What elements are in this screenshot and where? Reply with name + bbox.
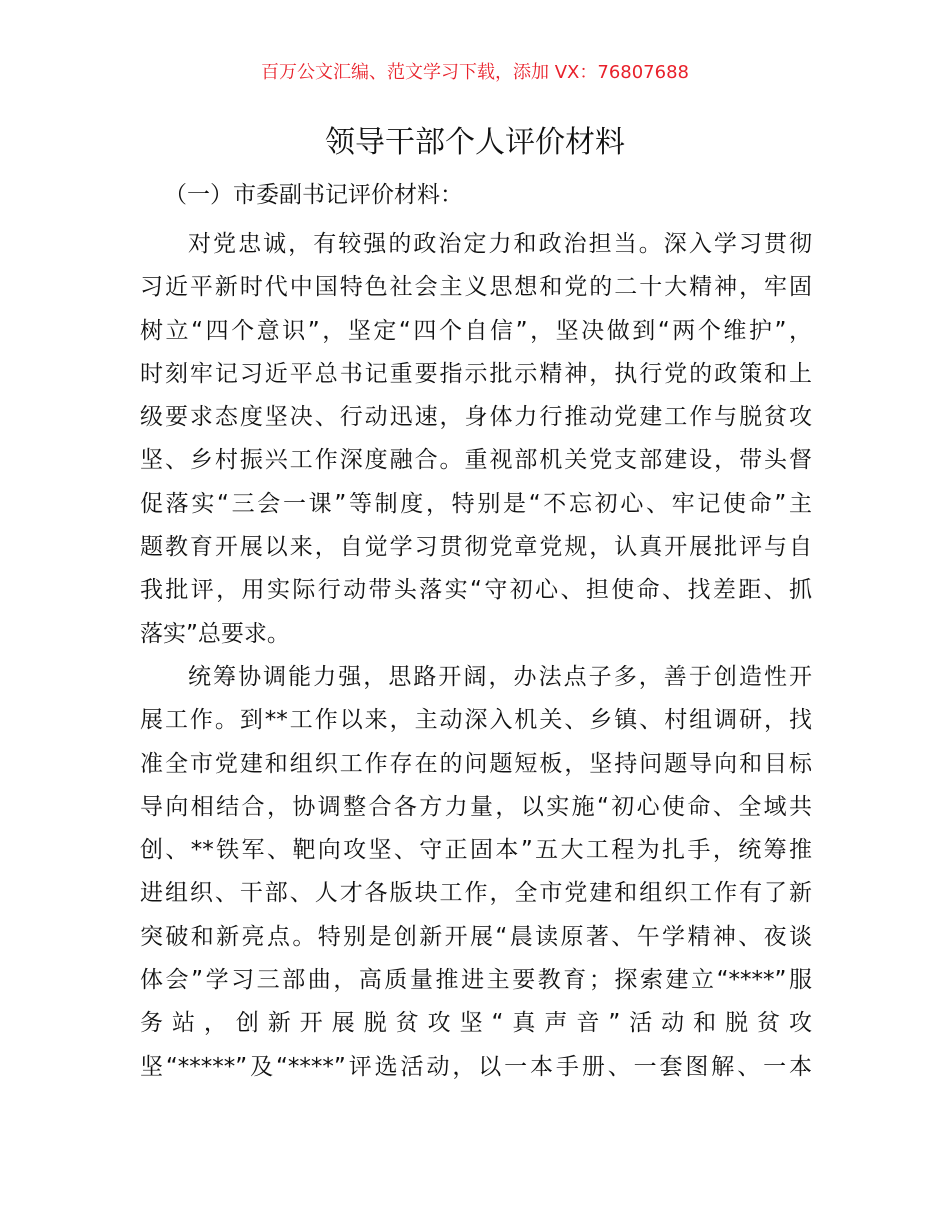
text-line: 习近平新时代中国特色社会主义思想和党的二十大精神，牢固 [140, 274, 812, 301]
text-line: 准全市党建和组织工作存在的问题短板，坚持问题导向和目标 [140, 750, 812, 777]
text-line: 务站，创新开展脱贫攻坚“真声音”活动和脱贫攻 [140, 1010, 812, 1037]
text-line: 导向相结合，协调整合各方力量，以实施“初心使命、全域共 [140, 793, 812, 820]
watermark-banner: 百万公文汇编、范文学习下载，添加 VX：76807688 [261, 62, 689, 83]
text-line: 时刻牢记习近平总书记重要指示批示精神，执行党的政策和上 [140, 360, 812, 387]
text-line: 对党忠诚，有较强的政治定力和政治担当。深入学习贯彻 [188, 231, 812, 257]
text-line: 坚、乡村振兴工作深度融合。重视部机关党支部建设，带头督 [140, 447, 812, 474]
paragraph-coordination [140, 656, 812, 1089]
text-line: 树立“四个意识”，坚定“四个自信”，坚决做到“两个维护”， [140, 317, 812, 344]
text-line: 展工作。到**工作以来，主动深入机关、乡镇、村组调研，找 [140, 707, 812, 734]
section-heading: （一）市委副书记评价材料： [164, 182, 463, 208]
text-line: 创、**铁军、靶向攻坚、守正固本”五大工程为扎手，统筹推 [140, 837, 812, 864]
text-line: 我批评，用实际行动带头落实“守初心、担使命、找差距、抓 [140, 577, 812, 604]
text-line: 体会”学习三部曲，高质量推进主要教育；探索建立“****”服 [140, 967, 812, 994]
paragraph-loyalty [140, 223, 812, 656]
text-line: 促落实“三会一课”等制度，特别是“不忘初心、牢记使命”主 [140, 490, 812, 517]
text-line: 级要求态度坚决、行动迅速，身体力行推动党建工作与脱贫攻 [140, 404, 812, 431]
text-line: 突破和新亮点。特别是创新开展“晨读原著、午学精神、夜谈 [140, 923, 812, 950]
text-line: 坚“*****”及“****”评选活动，以一本手册、一套图解、一本 [140, 1053, 812, 1080]
text-line: 统筹协调能力强，思路开阔，办法点子多，善于创造性开 [188, 664, 812, 690]
text-line: 题教育开展以来，自觉学习贯彻党章党规，认真开展批评与自 [140, 534, 812, 561]
text-line: 落实”总要求。 [140, 620, 290, 647]
document-title: 领导干部个人评价材料 [325, 125, 625, 160]
text-line: 进组织、干部、人才各版块工作，全市党建和组织工作有了新 [140, 880, 812, 907]
